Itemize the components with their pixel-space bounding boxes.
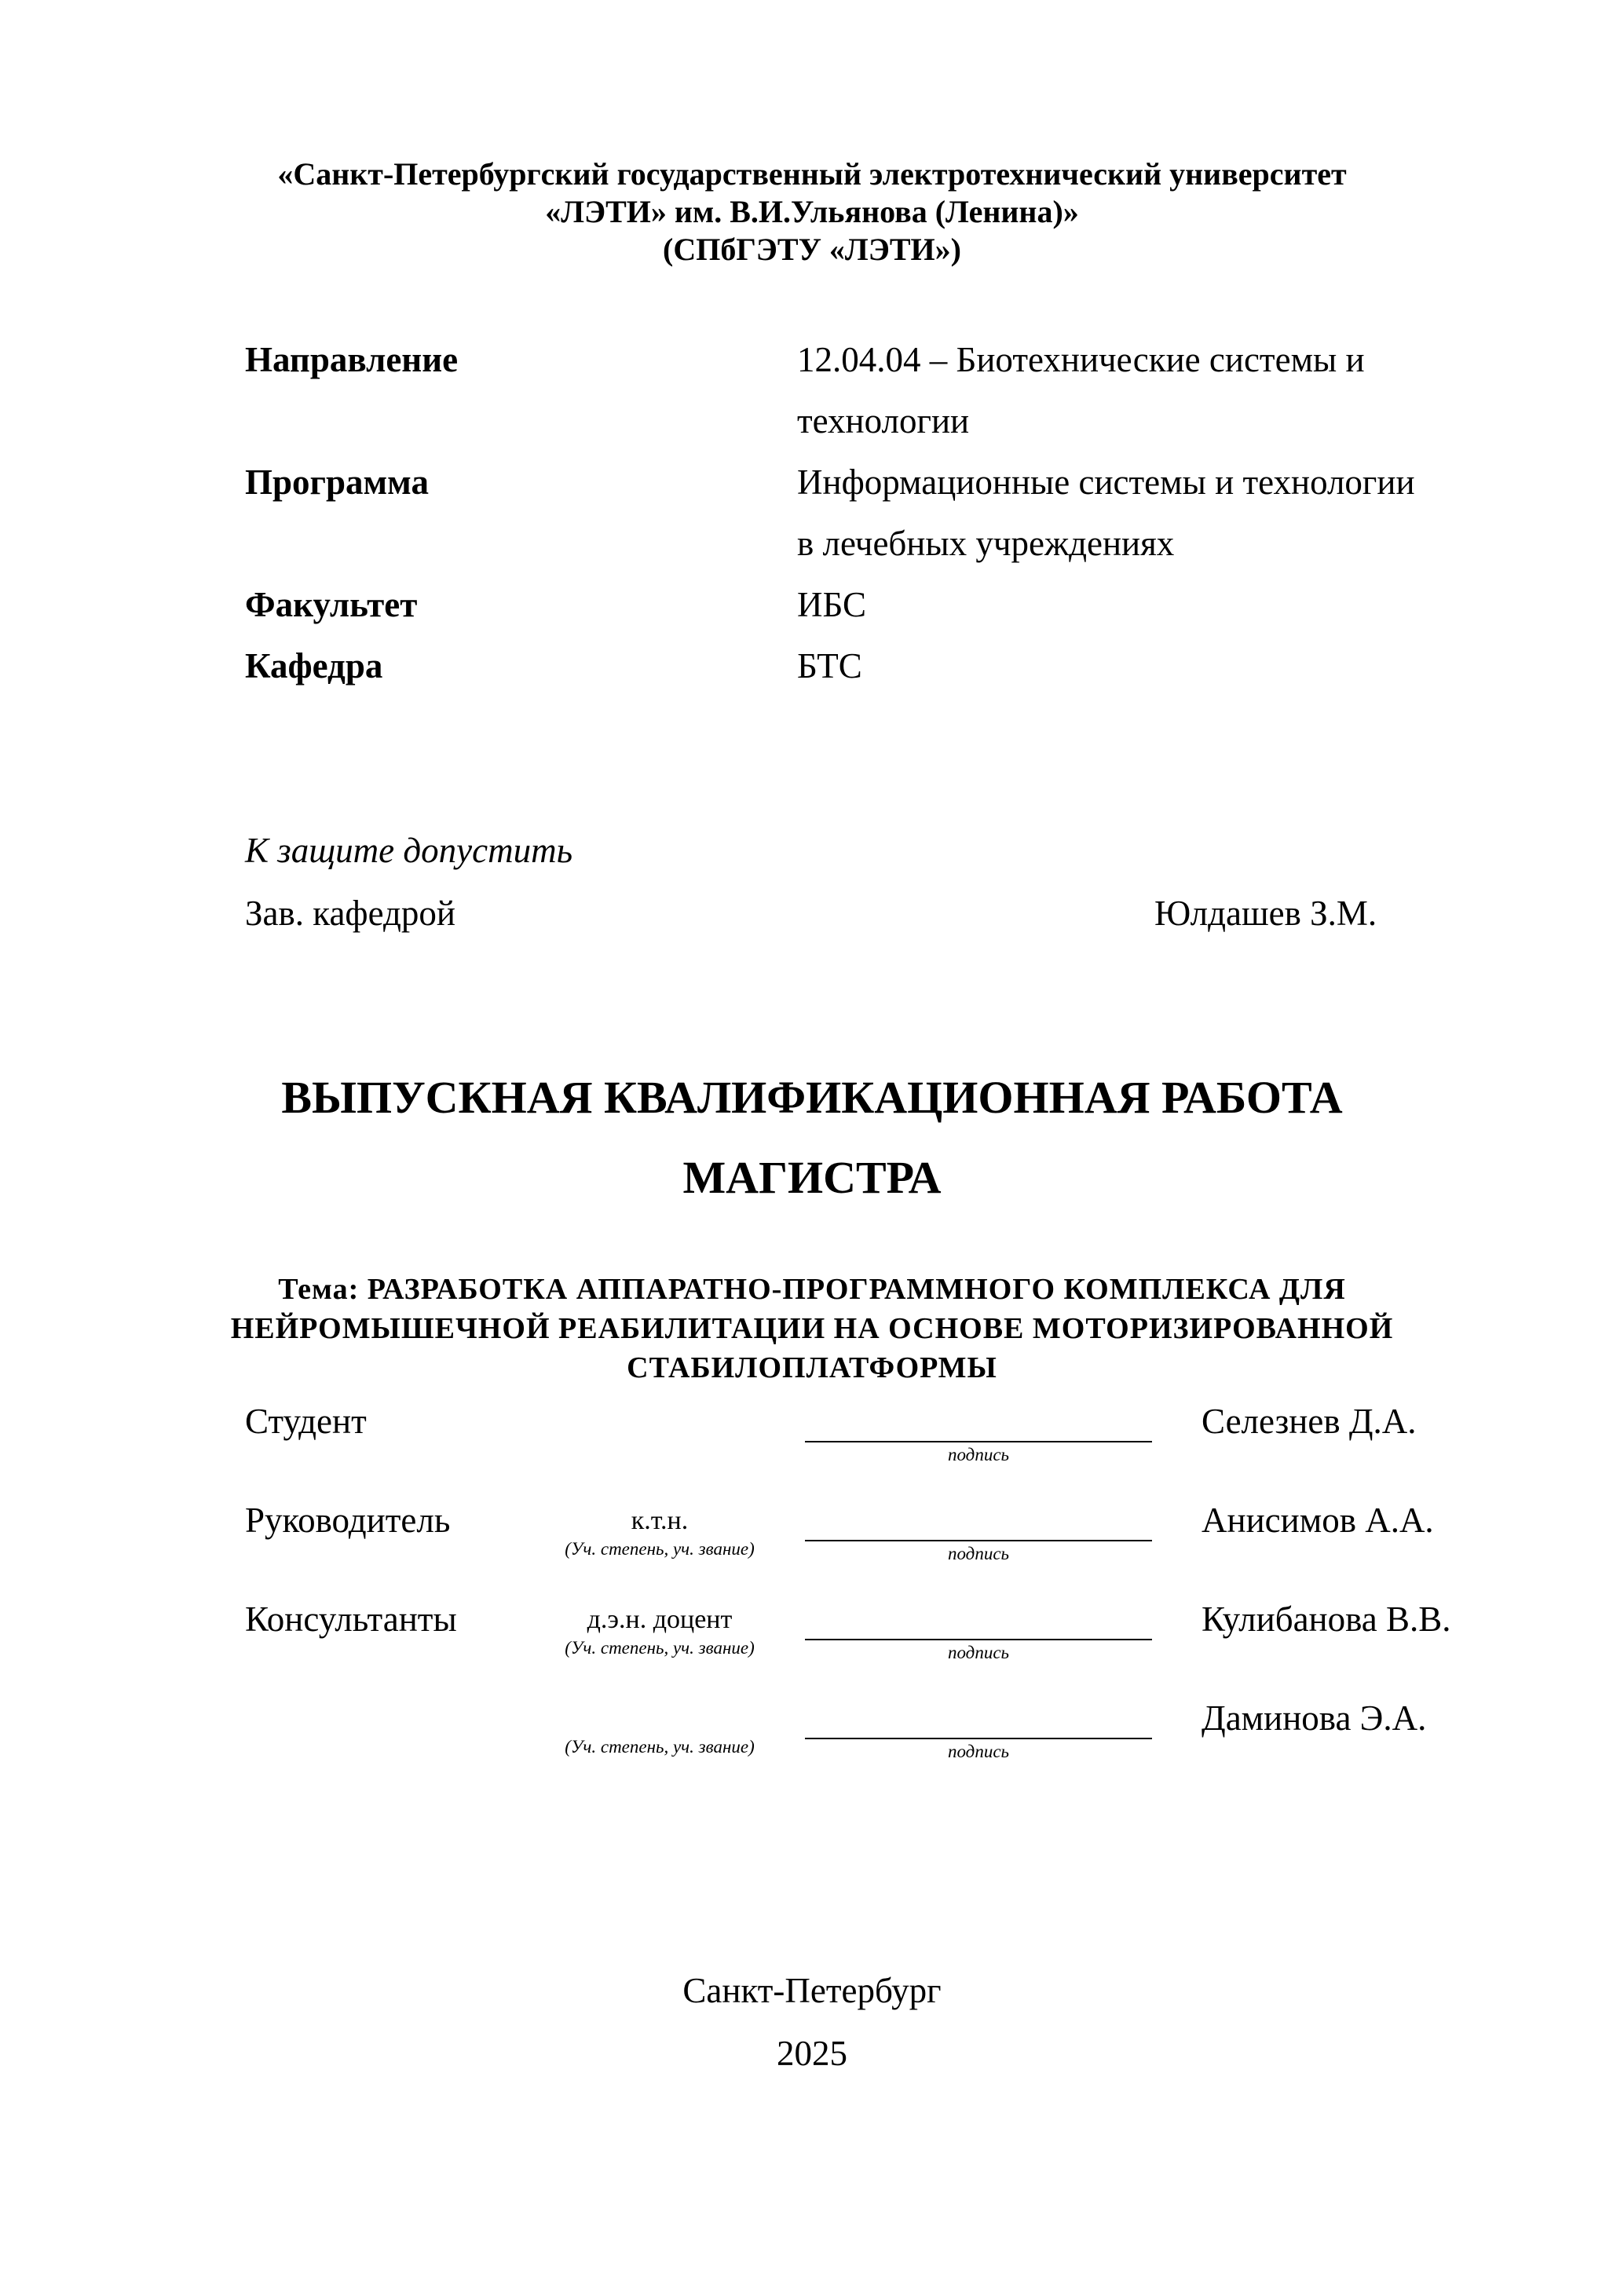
student-signature-caption: подпись xyxy=(947,1445,1009,1464)
consultants-role: Консультанты xyxy=(245,1600,457,1639)
admission-text: К защите допустить xyxy=(245,831,573,870)
program-value-line1: Информационные системы и технологии xyxy=(797,462,1415,502)
consultant1-signature-caption: подпись xyxy=(947,1643,1009,1662)
student-role: Студент xyxy=(245,1402,367,1441)
direction-value-line2: технологии xyxy=(797,401,970,441)
consultant2-signature-caption: подпись xyxy=(947,1742,1009,1761)
university-name-line2: «ЛЭТИ» им. В.И.Ульянова (Ленина)» xyxy=(545,194,1079,229)
university-name-line1: «Санкт-Петербургский государственный электротехнический университет xyxy=(277,156,1347,192)
department-value: БТС xyxy=(797,646,862,686)
document-title-line2: МАГИСТРА xyxy=(682,1152,942,1203)
topic-line2: НЕЙРОМЫШЕЧНОЙ РЕАБИЛИТАЦИИ НА ОСНОВЕ МОТОРИЗИРОВАННОЙ xyxy=(230,1312,1394,1345)
footer-city: Санкт-Петербург xyxy=(682,1971,942,2010)
head-of-department-name: Юлдашев З.М. xyxy=(1154,894,1377,933)
consultant1-degree-caption: (Уч. степень, уч. звание) xyxy=(565,1638,755,1658)
consultant2-signature-line xyxy=(805,1738,1152,1739)
consultant2-name: Даминова Э.А. xyxy=(1202,1698,1427,1738)
faculty-value: ИБС xyxy=(797,585,867,624)
footer-year: 2025 xyxy=(777,2034,847,2073)
supervisor-name: Анисимов А.А. xyxy=(1202,1501,1434,1540)
university-abbreviation: (СПбГЭТУ «ЛЭТИ») xyxy=(663,232,961,267)
document-title-line1: ВЫПУСКНАЯ КВАЛИФИКАЦИОННАЯ РАБОТА xyxy=(281,1072,1343,1123)
supervisor-signature-line xyxy=(805,1540,1152,1541)
supervisor-degree-caption: (Уч. степень, уч. звание) xyxy=(565,1539,755,1559)
consultant2-degree-caption: (Уч. степень, уч. звание) xyxy=(565,1737,755,1757)
consultant1-name: Кулибанова В.В. xyxy=(1202,1600,1451,1639)
topic-line1: Тема: РАЗРАБОТКА АППАРАТНО-ПРОГРАММНОГО КОМПЛЕКСА ДЛЯ xyxy=(278,1273,1346,1306)
supervisor-degree: к.т.н. xyxy=(631,1506,689,1535)
supervisor-signature-caption: подпись xyxy=(947,1544,1009,1563)
consultant1-degree: д.э.н. доцент xyxy=(587,1605,733,1634)
supervisor-role: Руководитель xyxy=(245,1501,451,1540)
direction-value-line1: 12.04.04 – Биотехнические системы и xyxy=(797,340,1365,379)
head-of-department-role: Зав. кафедрой xyxy=(245,894,455,933)
department-label: Кафедра xyxy=(245,646,383,686)
student-signature-line xyxy=(805,1441,1152,1442)
topic-line3: СТАБИЛОПЛАТФОРМЫ xyxy=(627,1351,997,1384)
direction-label: Направление xyxy=(245,340,459,379)
faculty-label: Факультет xyxy=(245,585,418,624)
program-value-line2: в лечебных учреждениях xyxy=(797,524,1175,563)
program-label: Программа xyxy=(245,462,429,502)
consultant1-signature-line xyxy=(805,1639,1152,1640)
student-name: Селезнев Д.А. xyxy=(1202,1402,1417,1441)
